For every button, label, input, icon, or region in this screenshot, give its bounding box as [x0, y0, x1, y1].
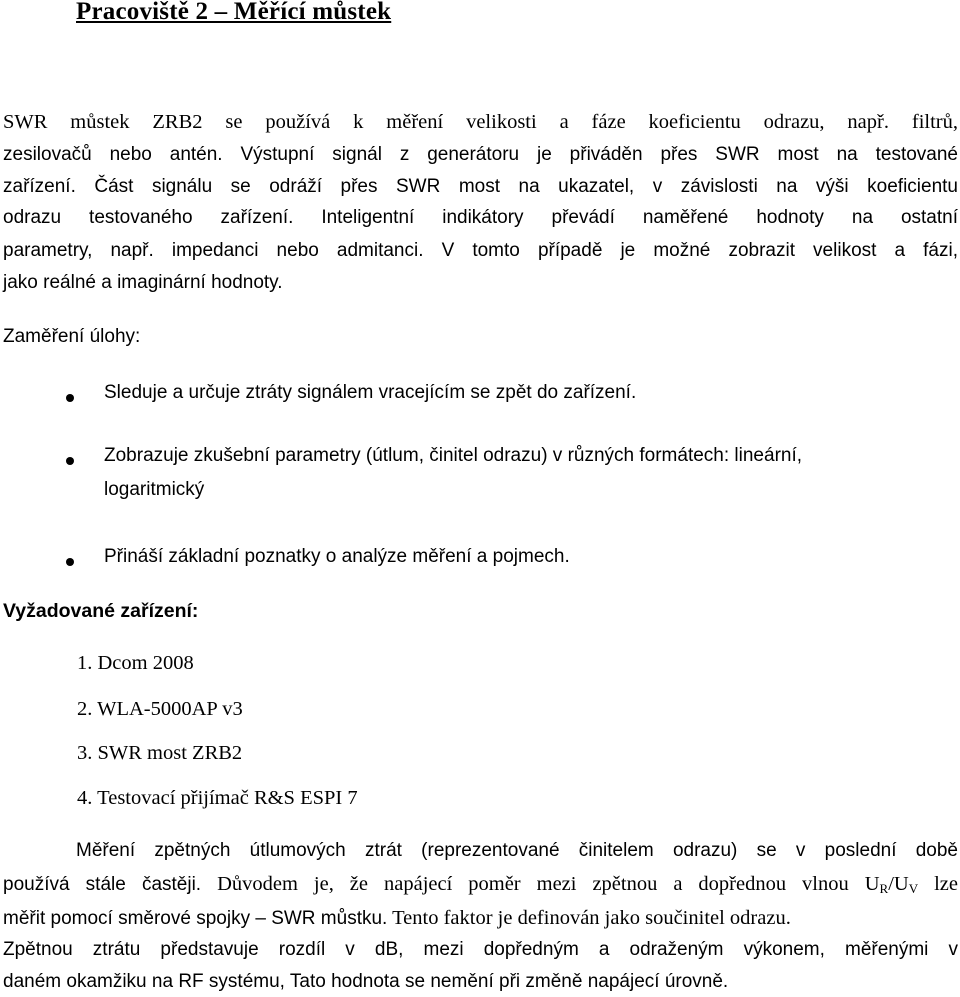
closing-line-5: daném okamžiku na RF systému, Tato hodnota se nemění při změně napájecí úrovně. [3, 971, 729, 992]
closing-line-2 [3, 869, 958, 904]
bullet-icon [66, 457, 74, 465]
intro-line-1: SWR můstek ZRB2 se používá k měření velikosti a fáze koeficientu odrazu, např. filtrů, [3, 111, 958, 133]
intro-line-3: zařízení. Část signálu se odráží přes SWR most na ukazatel, v závislosti na výši koeficientu [3, 176, 958, 197]
equipment-item-3: 3. SWR most ZRB2 [77, 742, 243, 764]
page-title: Pracoviště 2 – Měřící můstek [76, 0, 392, 25]
closing-line-3 [3, 903, 958, 934]
bullet-icon [66, 558, 74, 566]
equipment-item-2: 2. WLA-5000AP v3 [77, 698, 243, 720]
subscript-r: R [879, 881, 889, 896]
bullet-icon [66, 394, 74, 402]
bullet-item-2-cont: logaritmický [104, 479, 205, 500]
equipment-item-1: 1. Dcom 2008 [77, 652, 194, 674]
closing-line-4: Zpětnou ztrátu představuje rozdíl v dB, mezi dopředným a odraženým výkonem, měřenými v [3, 939, 958, 960]
closing-line-2a: používá stále častěji. [3, 874, 202, 895]
intro-line-5: parametry, např. impedanci nebo admitanci. V tomto případě je možné zobrazit velikost a fázi, [3, 240, 958, 261]
closing-line-1: Měření zpětných útlumových ztrát (reprezentované činitelem odrazu) se v poslední době [76, 840, 958, 861]
closing-line-3b: Tento faktor je definován jako součinitel odrazu. [387, 907, 791, 929]
equipment-heading: Vyžadované zařízení: [3, 600, 199, 622]
bullet-item-2: Zobrazuje zkušební parametry (útlum, činitel odrazu) v různých formátech: lineární, [104, 445, 803, 466]
closing-line-3a: měřit pomocí směrové spojky – SWR můstku. [3, 908, 388, 929]
bullet-item-3: Přináší základní poznatky o analýze měření a pojmech. [104, 546, 570, 567]
closing-line-2c: lze [918, 873, 958, 895]
bullet-item-1: Sleduje a určuje ztráty signálem vracejícím se zpět do zařízení. [104, 382, 637, 403]
subscript-v: V [908, 881, 919, 896]
slash-u: /U [888, 873, 909, 895]
intro-line-4: odrazu testovaného zařízení. Inteligentní indikátory převádí naměřené hodnoty na ostatní [3, 207, 958, 228]
intro-line-6: jako reálné a imaginární hodnoty. [3, 272, 283, 293]
closing-line-2b: Důvodem je, že napájecí poměr mezi zpětnou a dopřednou vlnou U [201, 873, 880, 895]
focus-heading: Zaměření úlohy: [3, 326, 141, 347]
equipment-item-4: 4. Testovací přijímač R&S ESPI 7 [77, 787, 358, 809]
intro-line-2: zesilovačů nebo antén. Výstupní signál z generátoru je přiváděn přes SWR most na testované [3, 144, 958, 165]
